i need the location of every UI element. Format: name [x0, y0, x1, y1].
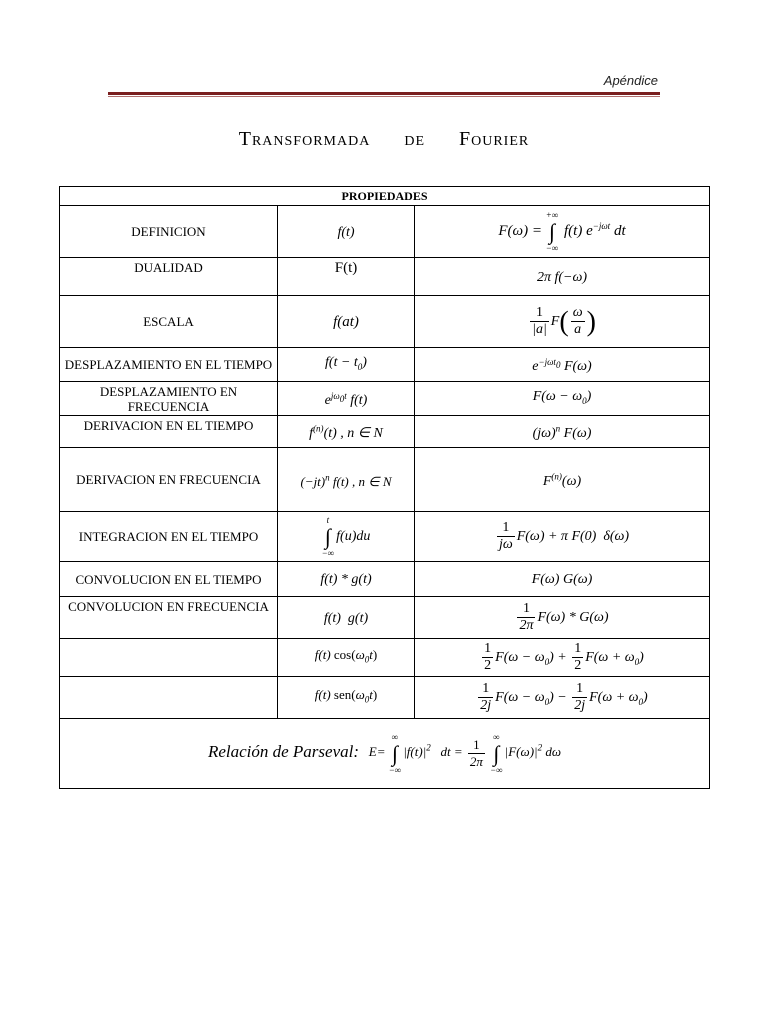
property-name: ESCALA [60, 296, 278, 348]
frequency-expression: $\frac{1}{|a|}$ F( $\frac{\omega}{a}$ ) [415, 296, 710, 348]
title-word-3: Fourier [459, 128, 530, 150]
table-row [60, 258, 710, 296]
header-rule [108, 92, 660, 95]
time-expression: f(at) [278, 296, 415, 348]
time-expression: $(-jt)^n$ f(t) , n ∈ N [278, 448, 415, 512]
property-name: DESPLAZAMIENTO EN FRECUENCIA [60, 382, 278, 416]
time-expression: f(t) * g(t) [278, 562, 415, 597]
page-title [0, 128, 768, 151]
title-word-1: Transformada [238, 128, 371, 150]
time-expression: f(t) $\cos(\omega_0t)$ [278, 639, 415, 677]
frequency-expression: F(ω) G(ω) [415, 562, 710, 597]
table-row [60, 206, 710, 258]
property-name: CONVOLUCION EN EL TIEMPO [60, 562, 278, 597]
time-expression: F(t) [278, 258, 415, 296]
frequency-expression: $F^{(n)}(\omega)$ [415, 448, 710, 512]
frequency-expression: 2π f(−ω) [415, 258, 710, 296]
time-expression: f(t) [278, 206, 415, 258]
header-section-label: Apéndice [603, 73, 658, 88]
property-name [60, 639, 278, 677]
time-expression: f(t) $sen(\omega_0t)$ [278, 677, 415, 719]
table-row [60, 296, 710, 348]
table-row [60, 562, 710, 597]
properties-table [59, 186, 710, 789]
parseval-relation: Relación de Parseval: E= ∞ ∫ −∞ $|f(t)|^2$ dt = $\frac{1}{2\pi}$ ∞ ∫ −∞ $|F(\omega)|^2$ dω [60, 719, 710, 789]
table-row [60, 382, 710, 416]
table-row [60, 348, 710, 382]
table-heading: PROPIEDADES [60, 187, 710, 206]
property-name: CONVOLUCION EN FRECUENCIA [60, 597, 278, 639]
time-expression: t ∫ −∞ f(u)du [278, 512, 415, 562]
table-row [60, 677, 710, 719]
frequency-expression: $\frac{1}{2}$ $F(\omega - \omega_0)$ + $\frac{1}{2}$ $F(\omega + \omega_0)$ [415, 639, 710, 677]
frequency-expression: $\frac{1}{j\omega}$ F(ω) + π F(0) δ(ω) [415, 512, 710, 562]
table-row [60, 448, 710, 512]
time-expression: $f^{(n)}(t)$ , n ∈ N [278, 416, 415, 448]
property-name: DERIVACION EN EL TIEMPO [60, 416, 278, 448]
time-expression: $e^{j\omega_0t}$ f(t) [278, 382, 415, 416]
time-expression: $f(t - t_0)$ [278, 348, 415, 382]
property-name: DUALIDAD [60, 258, 278, 296]
frequency-expression: $e^{-j\omega t_0}$ F(ω) [415, 348, 710, 382]
header-rule-thin [108, 96, 660, 97]
property-name: INTEGRACION EN EL TIEMPO [60, 512, 278, 562]
frequency-expression: F(ω) = +∞ ∫ −∞ f(t) $e^{-j\omega t}$ dt [415, 206, 710, 258]
title-word-2: de [404, 128, 425, 150]
property-name: DERIVACION EN FRECUENCIA [60, 448, 278, 512]
parseval-row [60, 719, 710, 789]
table-header-row [60, 187, 710, 206]
table-row [60, 512, 710, 562]
table-row [60, 597, 710, 639]
table-row [60, 639, 710, 677]
table-row [60, 416, 710, 448]
parseval-label: Relación de Parseval: [207, 741, 360, 761]
frequency-expression: $F(\omega - \omega_0)$ [415, 382, 710, 416]
frequency-expression: $\frac{1}{2\pi}$ F(ω) * G(ω) [415, 597, 710, 639]
time-expression: f(t) g(t) [278, 597, 415, 639]
frequency-expression: $(j\omega)^n$ F(ω) [415, 416, 710, 448]
property-name [60, 677, 278, 719]
frequency-expression: $\frac{1}{2j}$ $F(\omega - \omega_0)$ − $\frac{1}{2j}$ $F(\omega + \omega_0)$ [415, 677, 710, 719]
property-name: DEFINICION [60, 206, 278, 258]
property-name: DESPLAZAMIENTO EN EL TIEMPO [60, 348, 278, 382]
